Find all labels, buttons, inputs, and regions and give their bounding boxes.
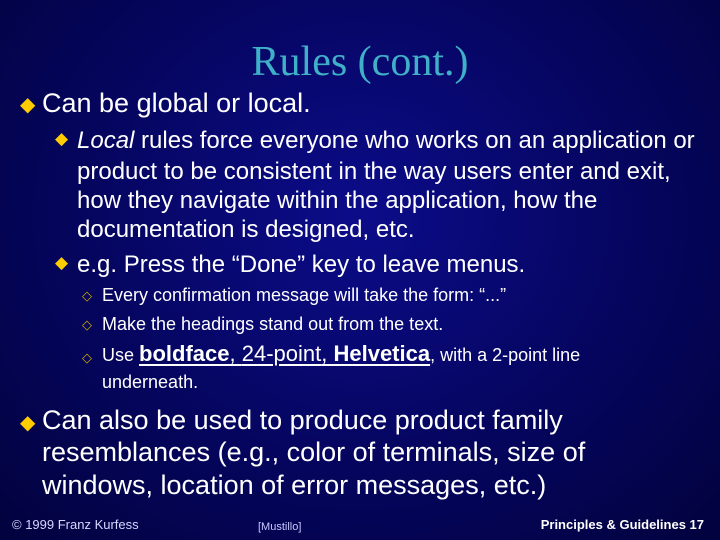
helvetica-text: Helvetica — [333, 341, 431, 366]
diamond-bullet-icon: ◆ — [20, 412, 36, 434]
emphasis-text: Local — [77, 127, 135, 154]
bullet-text: windows, location of error messages, etc.) — [42, 470, 547, 500]
sub-sub-bullet-text: underneath. — [102, 372, 199, 392]
sub-sub-bullet-text — [102, 343, 580, 366]
sub-bullet-text: product to be consistent in the way users enter and exit, — [77, 158, 671, 185]
diamond-outline-bullet-icon: ◇ — [82, 350, 92, 365]
separator-text: , — [321, 341, 334, 366]
text-prefix: Use — [102, 345, 140, 365]
slide-title: Rules (cont.) — [251, 39, 469, 85]
sub-bullet-text: documentation is designed, etc. — [77, 216, 415, 243]
sub-bullet-text: how they navigate within the application, how the — [77, 187, 598, 214]
point-size-text: 24-point — [241, 341, 322, 366]
bullet-text: Can also be used to produce product family — [42, 405, 563, 435]
sub-bullet-text: e.g. Press the “Done” key to leave menus. — [77, 251, 526, 278]
sub-bullet-text — [77, 126, 695, 155]
bullet-text: resemblances (e.g., color of terminals, size of — [42, 437, 586, 467]
bullet-text: Can be global or local. — [42, 88, 311, 118]
diamond-bullet-icon: ◆ — [55, 129, 69, 148]
footer-page-label: Principles & Guidelines 17 — [540, 517, 704, 532]
text-suffix: , with a 2-point line — [430, 345, 581, 365]
footer-source: [Mustillo] — [258, 521, 302, 533]
diamond-bullet-icon: ◆ — [55, 253, 69, 272]
diamond-bullet-icon: ◆ — [20, 94, 36, 116]
separator-text: , — [229, 341, 242, 366]
diamond-outline-bullet-icon: ◇ — [82, 317, 92, 332]
boldface-text: boldface — [139, 341, 230, 366]
sub-bullet-text-rest: rules force everyone who works on an application or — [134, 127, 695, 154]
diamond-outline-bullet-icon: ◇ — [82, 288, 92, 303]
footer-copyright: © 1999 Franz Kurfess — [12, 517, 139, 532]
sub-sub-bullet-text: Make the headings stand out from the text. — [102, 314, 444, 334]
sub-sub-bullet-text: Every confirmation message will take the form: “...” — [102, 285, 507, 305]
